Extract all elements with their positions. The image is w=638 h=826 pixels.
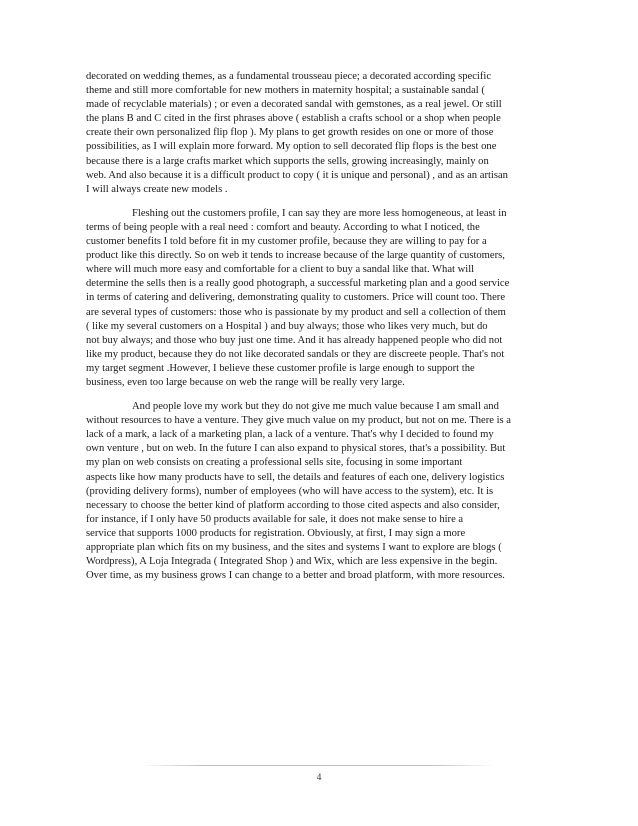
text-line: customer benefits I told before fit in my customer profile, because they are willing to pay for a bbox=[86, 236, 487, 248]
text-line: without resources to have a venture. They give much value on my product, but not on me. There is a bbox=[86, 415, 512, 427]
text-line: aspects like how many products have to sell, the details and features of each one, delivery logistics bbox=[86, 471, 505, 483]
footer-divider bbox=[140, 765, 495, 766]
text-line: Fleshing out the customers profile, I can say they are more less homogeneous, at least in bbox=[132, 207, 507, 219]
paragraph-1 bbox=[86, 70, 561, 197]
text-line: ( like my several customers on a Hospital ) and buy always; those who likes very much, but do bbox=[86, 320, 488, 332]
text-line: possibilities, as I will explain more forward. My option to sell decorated flip flops is the best one bbox=[86, 141, 497, 153]
text-line: because there is a large crafts market which supports the sells, growing increasingly, mainly on bbox=[86, 155, 489, 167]
text-line: (providing delivery forms), number of employees (who will have access to the system), etc. It is bbox=[86, 485, 494, 497]
text-line: like my product, because they do not like decorated sandals or they are discreete people. That's not bbox=[86, 348, 505, 360]
text-line: Over time, as my business grows I can change to a better and broad platform, with more resources. bbox=[86, 570, 505, 582]
text-line: my target segment .However, I believe these customer profile is large enough to support the bbox=[86, 362, 475, 374]
text-line: in terms of catering and delivering, demonstrating quality to customers. Price will count too. There bbox=[86, 292, 506, 304]
text-line: are several types of customers: those who is passionate by my product and sell a collection of them bbox=[86, 306, 506, 318]
text-line: service that supports 1000 products for registration. Obviously, at first, I may sign a more bbox=[86, 527, 466, 539]
text-line: determine the sells then is a really good photograph, a successful marketing plan and a good service bbox=[86, 278, 510, 290]
text-line: decorated on wedding themes, as a fundamental trousseau piece; a decorated according specific bbox=[86, 71, 492, 82]
text-line: where will much more easy and comfortable for a client to buy a sandal like that. What will bbox=[86, 264, 475, 276]
text-line: lack of a mark, a lack of a marketing plan, a lack of a venture. That's why I decided to found my bbox=[86, 429, 494, 441]
text-line: business, even too large because on web the range will be really very large. bbox=[86, 376, 405, 388]
text-line: not buy always; and those who buy just one time. And it has already happened people who did not bbox=[86, 334, 503, 346]
text-line: appropriate plan which fits on my business, and the sites and systems I want to explore are blogs ( bbox=[86, 542, 502, 553]
text-line: web. And also because it is a difficult product to copy ( it is unique and personal) , and as an artisan bbox=[86, 169, 508, 181]
text-line: create their own personalized flip flop ). My plans to get growth resides on one or more of those bbox=[86, 127, 494, 139]
text-line: for instance, if I only have 50 products available for sale, it does not make sense to hire a bbox=[86, 513, 464, 525]
text-line: theme and still more comfortable for new mothers in maternity hospital; a sustainable sandal ( bbox=[86, 85, 485, 97]
text-line: terms of being people with a real need : comfort and beauty. According to what I noticed, the bbox=[86, 221, 480, 233]
text-line: necessary to choose the better kind of platform according to those cited aspects and also consider, bbox=[86, 499, 500, 511]
text-line: made of recyclable materials) ; or even a decorated sandal with gemstones, as a real jewel. Or still bbox=[86, 99, 502, 111]
paragraph-3 bbox=[86, 400, 561, 583]
paragraph-2 bbox=[86, 207, 561, 390]
page-number: 4 bbox=[316, 773, 322, 783]
text-line: product like this directly. So on web it tends to increase because of the large quantity of customers, bbox=[86, 250, 505, 262]
text-line: Wordpress), A Loja Integrada ( Integrated Shop ) and Wix, which are less expensive in the begin. bbox=[86, 556, 498, 568]
text-line: own venture , but on web. In the future I can also expand to physical stores, that's a possibility. But bbox=[86, 443, 506, 455]
body-text bbox=[86, 70, 561, 593]
text-line: the plans B and C cited in the first phrases above ( establish a crafts school or a shop when people bbox=[86, 113, 501, 125]
text-line: I will always create new models . bbox=[86, 183, 228, 195]
text-line: And people love my work but they do not give me much value because I am small and bbox=[132, 401, 499, 413]
text-line: my plan on web consists on creating a professional sells site, focusing in some important bbox=[86, 457, 463, 469]
